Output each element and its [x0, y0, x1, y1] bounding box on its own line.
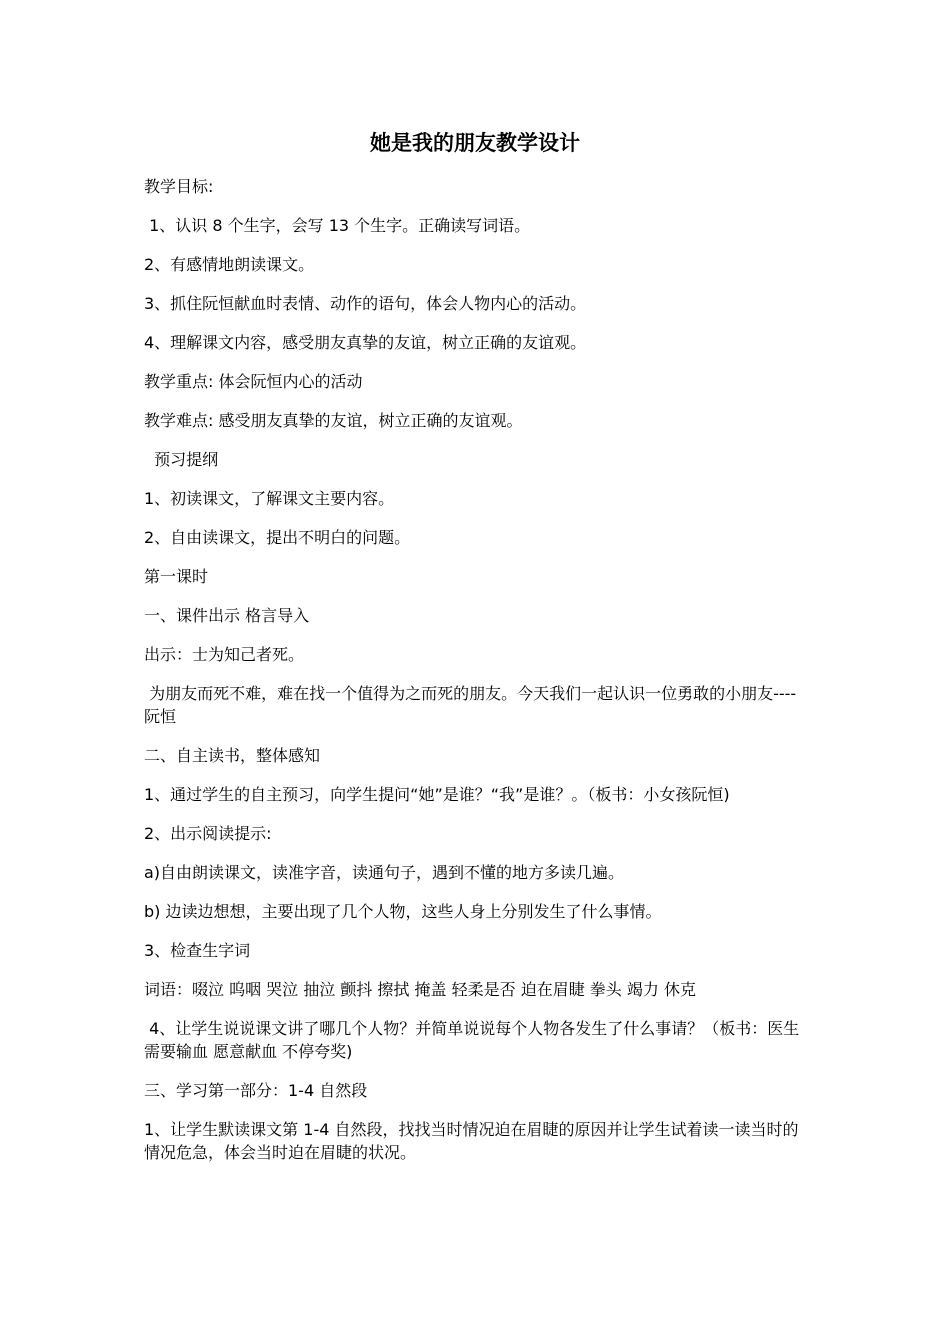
paragraph-step-4: 4、让学生说说课文讲了哪几个人物？并简单说说每个人物各发生了什么事请？（板书：医生 需要输血 愿意献血 不停夸奖): [144, 1019, 805, 1061]
paragraph-preview-2: 2、自由读课文，提出不明白的问题。: [144, 528, 411, 547]
paragraph-section-3: 三、学习第一部分：1-4 自然段: [144, 1081, 368, 1100]
paragraph-preview-heading: 预习提纲: [144, 450, 219, 469]
paragraph-lesson-one: 第一课时: [144, 567, 209, 586]
paragraph-step-2: 2、出示阅读提示:: [144, 824, 272, 843]
paragraph-step-2b: b) 边读边想想，主要出现了几个人物，这些人身上分别发生了什么事情。: [144, 902, 662, 921]
paragraph-objective-3: 3、抓住阮恒献血时表情、动作的语句，体会人物内心的活动。: [144, 294, 587, 313]
paragraph-quote: 出示：士为知己者死。: [144, 645, 305, 664]
paragraph-key-point: 教学重点: 体会阮恒内心的活动: [144, 372, 363, 391]
paragraph-section-1: 一、课件出示 格言导入: [144, 606, 310, 625]
paragraph-step-3: 3、检查生字词: [144, 941, 251, 960]
paragraph-difficulty: 教学难点: 感受朋友真挚的友谊，树立正确的友谊观。: [144, 411, 523, 430]
paragraph-section-2: 二、自主读书，整体感知: [144, 746, 321, 765]
paragraph-step-2a: a)自由朗读课文，读准字音，读通句子，遇到不懂的地方多读几遍。: [144, 863, 625, 882]
document-body: [144, 175, 809, 1180]
paragraph-objectives-heading: 教学目标:: [144, 177, 214, 196]
paragraph-intro: 为朋友而死不难，难在找一个值得为之而死的朋友。今天我们一起认识一位勇敢的小朋友----阮恒: [144, 684, 797, 726]
paragraph-step-1: 1、通过学生的自主预习，向学生提问“她”是谁？“我”是谁？。（板书：小女孩阮恒): [144, 785, 730, 804]
paragraph-vocabulary: 词语：啜泣 呜咽 哭泣 抽泣 颤抖 擦拭 掩盖 轻柔是否 迫在眉睫 拳头 竭力 休克: [144, 980, 696, 999]
paragraph-objective-2: 2、有感情地朗读课文。: [144, 255, 315, 274]
paragraph-objective-4: 4、理解课文内容，感受朋友真挚的友谊，树立正确的友谊观。: [144, 333, 587, 352]
paragraph-preview-1: 1、初读课文，了解课文主要内容。: [144, 489, 395, 508]
paragraph-section-3-step-1: 1、让学生默读课文第 1-4 自然段，找找当时情况迫在眉睫的原因并让学生试着读一读当时的情况危急，体会当时迫在眉睫的状况。: [144, 1120, 799, 1162]
paragraph-objective-1: 1、认识 8 个生字，会写 13 个生字。正确读写词语。: [144, 216, 531, 235]
document-title: 她是我的朋友教学设计: [370, 131, 580, 155]
